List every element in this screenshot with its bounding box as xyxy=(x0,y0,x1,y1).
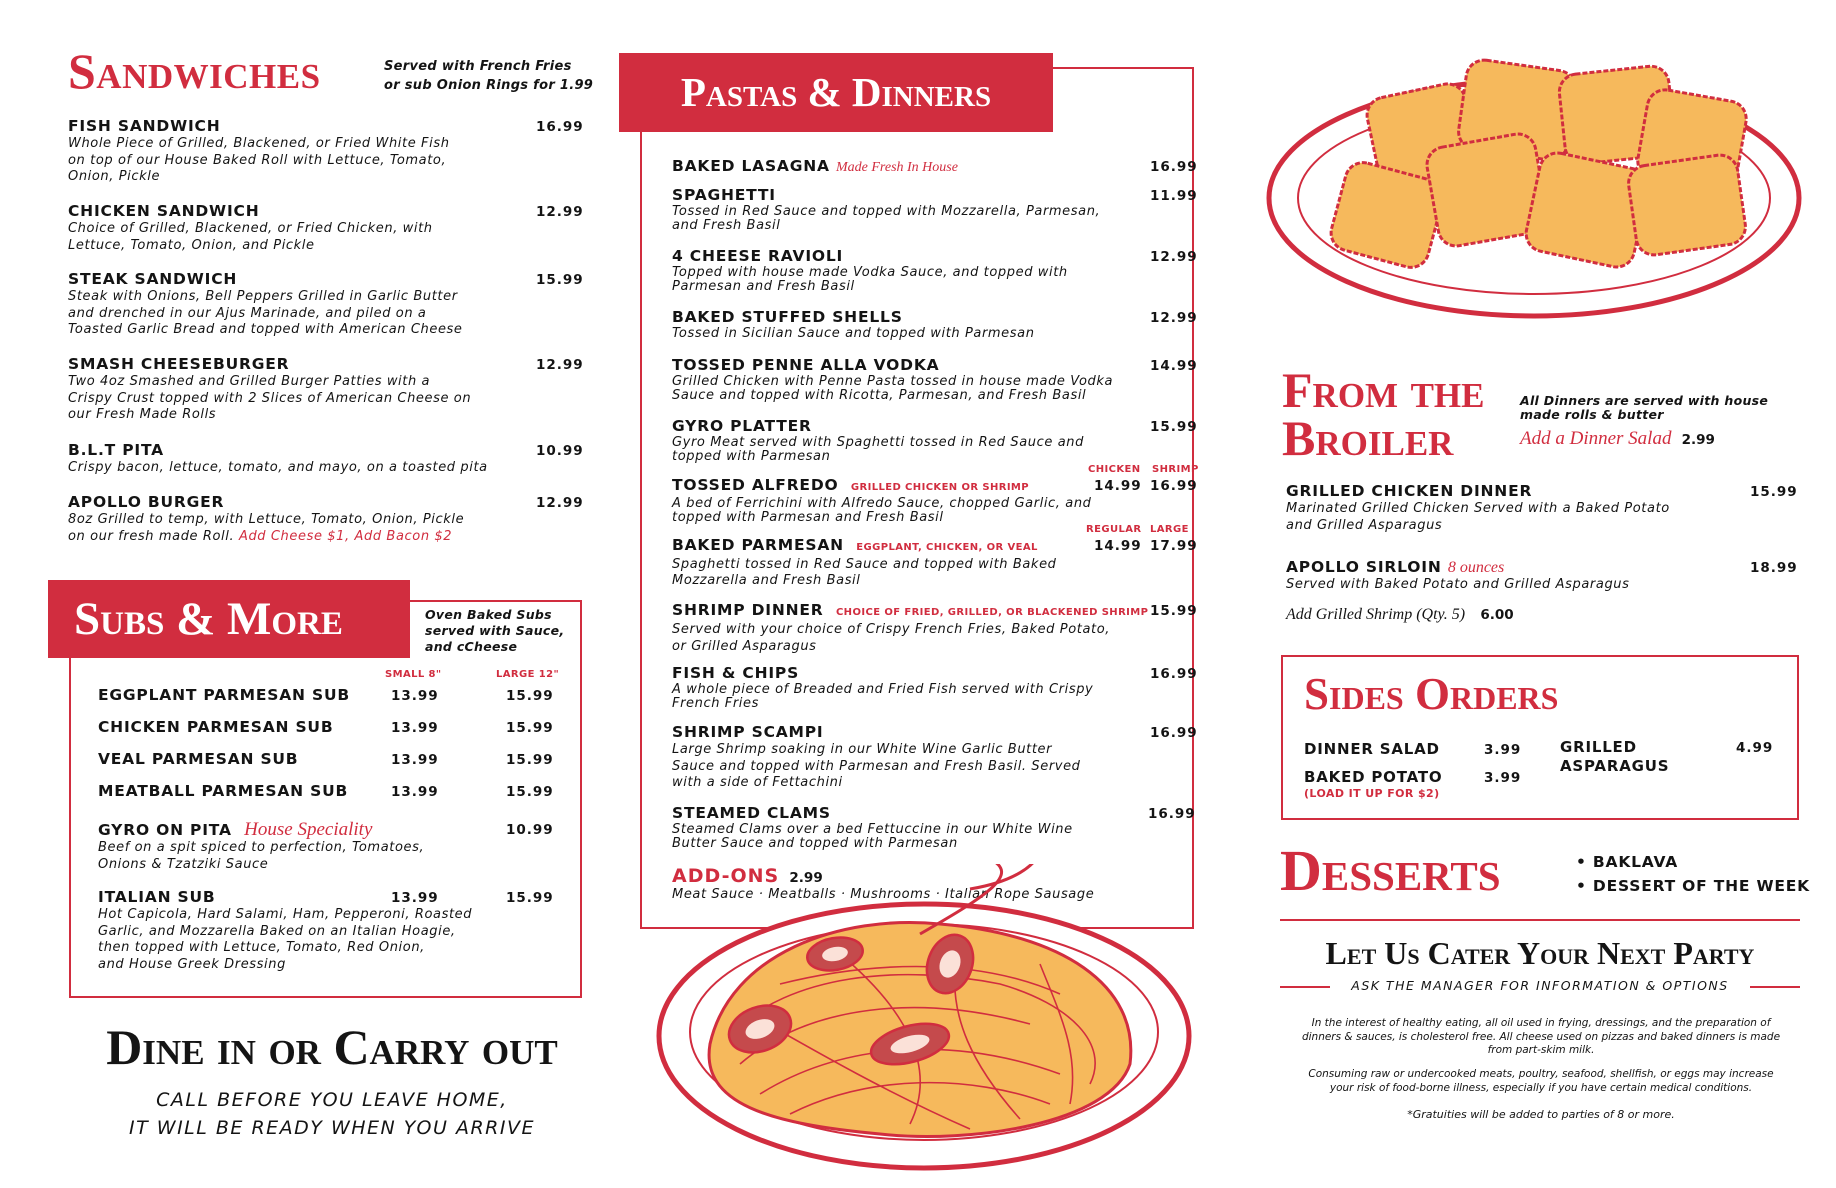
desserts-title: Desserts xyxy=(1280,838,1501,903)
item-desc: Served with your choice of Crispy French Fries, Baked Potato, xyxy=(672,622,1111,637)
subs-note xyxy=(425,607,564,655)
item-name: CHICKEN PARMESAN SUB xyxy=(98,718,334,736)
item-desc: Crispy Crust topped with 2 Slices of American Cheese on xyxy=(68,390,472,406)
broiler-title-line: Broiler xyxy=(1282,410,1454,466)
sandwiches-note-line: or sub Onion Rings for 1.99 xyxy=(384,78,594,93)
item-price: 10.99 xyxy=(536,443,584,459)
footnote-line: from part-skim milk. xyxy=(1487,1044,1595,1056)
item-name: SPAGHETTI xyxy=(672,186,776,204)
item-price: 3.99 xyxy=(1484,742,1522,758)
item-name: VEAL PARMESAN SUB xyxy=(98,750,299,768)
dessert-item: • DESSERT OF THE WEEK xyxy=(1576,877,1810,895)
item-desc: Choice of Grilled, Blackened, or Fried Chicken, with xyxy=(68,221,433,236)
footnote-cholesterol xyxy=(1276,1017,1806,1058)
item-name: GRILLED CHICKEN DINNER xyxy=(1286,482,1533,500)
menu-item xyxy=(68,493,588,545)
footnote-line: dinners & sauces, is cholesterol free. All cheese used on pizzas and baked dinners is made xyxy=(1301,1030,1781,1043)
item-name: SMASH CHEESEBURGER xyxy=(68,355,290,373)
item-addon-text: Add Cheese $1, Add Bacon $2 xyxy=(238,528,453,544)
item-price-large: 15.99 xyxy=(506,688,554,704)
broiler-note-line: All Dinners are served with house xyxy=(1520,393,1769,408)
subs-note-line: served with Sauce, xyxy=(425,623,565,638)
item-desc: Steamed Clams over a bed Fettuccine in our White Wine xyxy=(672,822,1073,837)
item-price-large: 15.99 xyxy=(506,890,554,906)
sub-row xyxy=(98,782,558,801)
item-price-large: 15.99 xyxy=(506,752,554,768)
item-price-shrimp: 16.99 xyxy=(1150,478,1198,494)
menu-item xyxy=(68,355,588,424)
divider xyxy=(1280,919,1800,921)
item-name: SHRIMP SCAMPI xyxy=(672,723,824,741)
item-desc: Tossed in Sicilian Sauce and topped with Parmesan xyxy=(672,326,1035,341)
item-desc: or Grilled Asparagus xyxy=(672,638,817,654)
sub-row xyxy=(98,888,558,973)
item-desc: Beef on a spit spiced to perfection, Tomatoes, xyxy=(98,840,425,855)
item-price: 12.99 xyxy=(1150,249,1198,265)
item-desc: Served with Baked Potato and Grilled Asparagus xyxy=(1286,577,1630,592)
item-price: 12.99 xyxy=(536,495,584,511)
item-desc: A whole piece of Breaded and Fried Fish served with Crispy xyxy=(672,682,1094,697)
shrimp-label: Add Grilled Shrimp (Qty. 5) xyxy=(1286,606,1466,623)
menu-item xyxy=(672,804,1196,851)
item-price: 14.99 xyxy=(1150,358,1198,374)
item-desc: Hot Capicola, Hard Salami, Ham, Pepperoni, Roasted xyxy=(98,907,473,922)
item-name: APOLLO BURGER xyxy=(68,493,225,511)
item-name: STEAK SANDWICH xyxy=(68,270,238,288)
col-chicken-header: CHICKEN xyxy=(1088,464,1141,475)
item-desc: then topped with Lettuce, Tomato, Red Onion, xyxy=(98,940,425,955)
item-desc: Sauce and topped with Parmesan and Fresh Basil. Served xyxy=(672,758,1081,774)
item-name: CHICKEN SANDWICH xyxy=(68,202,260,220)
item-desc: Topped with house made Vodka Sauce, and topped with xyxy=(672,265,1068,280)
item-desc: and Grilled Asparagus xyxy=(1286,517,1443,533)
item-name: STEAMED CLAMS xyxy=(672,804,831,822)
item-desc: Lettuce, Tomato, Onion, and Pickle xyxy=(68,237,315,253)
item-tag: EGGPLANT, CHICKEN, OR VEAL xyxy=(856,542,1038,553)
item-desc: Onion, Pickle xyxy=(68,169,161,184)
sub-row xyxy=(98,718,558,737)
shrimp-addon xyxy=(1286,604,1514,624)
menu-item xyxy=(1286,558,1806,594)
item-tag: House Speciality xyxy=(244,819,373,840)
item-price: 4.99 xyxy=(1736,740,1774,756)
sub-row xyxy=(98,686,558,705)
col-regular-header: REGULAR xyxy=(1086,524,1142,535)
item-desc: Mozzarella and Fresh Basil xyxy=(672,573,861,588)
item-desc xyxy=(68,529,588,546)
item-price-small: 13.99 xyxy=(391,890,439,906)
menu-item xyxy=(672,476,1198,525)
item-name: 4 CHEESE RAVIOLI xyxy=(672,247,844,265)
item-desc: and Fresh Basil xyxy=(672,218,781,233)
menu-item xyxy=(672,723,1198,792)
item-price-small: 13.99 xyxy=(391,752,439,768)
menu-item xyxy=(672,157,1198,177)
item-price: 12.99 xyxy=(536,357,584,373)
item-price: 10.99 xyxy=(506,822,554,838)
item-desc: Gyro Meat served with Spaghetti tossed in Red Sauce and xyxy=(672,435,1084,450)
item-name: FISH SANDWICH xyxy=(68,117,221,135)
item-desc: and House Greek Dressing xyxy=(98,956,286,972)
item-desc: Butter Sauce and topped with Parmesan xyxy=(672,836,958,851)
menu-item xyxy=(68,202,588,254)
cater-subtitle: ASK THE MANAGER FOR INFORMATION & OPTIONS xyxy=(1330,978,1750,993)
item-price-large: 15.99 xyxy=(506,784,554,800)
item-desc: A bed of Ferrichini with Alfredo Sauce, chopped Garlic, and xyxy=(672,496,1092,511)
item-desc: Large Shrimp soaking in our White Wine Garlic Butter xyxy=(672,742,1053,757)
item-name: SHRIMP DINNER xyxy=(672,601,824,619)
item-price: 12.99 xyxy=(1150,310,1198,326)
dessert-item: • BAKLAVA xyxy=(1576,853,1679,871)
addons-list: Meat Sauce · Meatballs · Mushrooms · Italian Rope Sausage xyxy=(672,887,1095,902)
item-price-small: 13.99 xyxy=(391,720,439,736)
subs-title: Subs & More xyxy=(48,580,410,658)
item-price: 12.99 xyxy=(536,204,584,220)
item-price: 15.99 xyxy=(1150,603,1198,619)
sub-row xyxy=(98,820,558,873)
item-tag: 8 ounces xyxy=(1447,559,1505,576)
menu-item xyxy=(672,186,1198,233)
menu-item xyxy=(672,247,1198,294)
broiler-note-line: made rolls & butter xyxy=(1520,407,1664,422)
item-name: GYRO ON PITA xyxy=(98,821,232,839)
item-name: TOSSED ALFREDO xyxy=(672,476,839,494)
subs-note-line: Oven Baked Subs xyxy=(425,607,552,622)
dine-title: Dine in or Carry out xyxy=(106,1019,558,1075)
sandwiches-title: Sandwiches xyxy=(68,43,321,99)
item-name: BAKED STUFFED SHELLS xyxy=(672,308,903,326)
item-price-small: 13.99 xyxy=(391,688,439,704)
item-desc: Steak with Onions, Bell Peppers Grilled in Garlic Butter xyxy=(68,289,458,304)
item-price-large: 15.99 xyxy=(506,720,554,736)
item-desc: with a side of Fettachini xyxy=(672,775,843,790)
item-desc: Garlic, and Mozzarella Baked on an Italian Hoagie, xyxy=(98,923,456,939)
item-desc: French Fries xyxy=(672,696,759,711)
menu-item xyxy=(68,117,588,186)
item-desc: Parmesan and Fresh Basil xyxy=(672,279,855,294)
shrimp-price: 6.00 xyxy=(1480,607,1514,623)
ravioli-illustration xyxy=(1262,50,1812,330)
item-price: 3.99 xyxy=(1484,770,1522,786)
menu-item xyxy=(672,664,1198,711)
menu-item xyxy=(672,601,1198,655)
item-name: APOLLO SIRLOIN xyxy=(1286,558,1442,576)
item-name: BAKED PARMESAN xyxy=(672,536,844,554)
item-desc: Two 4oz Smashed and Grilled Burger Patties with a xyxy=(68,374,431,389)
item-tag: Made Fresh In House xyxy=(836,160,958,175)
item-name: FISH & CHIPS xyxy=(672,664,800,682)
sub-row xyxy=(98,750,558,769)
addons-price: 2.99 xyxy=(789,870,823,886)
item-name: EGGPLANT PARMESAN SUB xyxy=(98,686,350,704)
item-desc: Sauce and topped with Ricotta, Parmesan, and Fresh Basil xyxy=(672,388,1087,403)
cater-title: Let Us Cater Your Next Party xyxy=(1325,935,1755,971)
dine-line: IT WILL BE READY WHEN YOU ARRIVE xyxy=(129,1117,535,1139)
side-item xyxy=(1304,740,1522,759)
item-desc: Onions & Tzatziki Sauce xyxy=(98,856,269,872)
broiler-title-line: From the xyxy=(1282,362,1485,418)
addons-title: ADD-ONS xyxy=(672,865,780,887)
item-price: 16.99 xyxy=(1150,725,1198,741)
footnote-gratuity: *Gratuities will be added to parties of 8 or more. xyxy=(1407,1108,1675,1121)
item-name: MEATBALL PARMESAN SUB xyxy=(98,782,349,800)
item-price: 15.99 xyxy=(1150,419,1198,435)
menu-item xyxy=(672,356,1198,403)
dinner-salad-addon xyxy=(1520,428,1715,450)
item-price: 18.99 xyxy=(1750,560,1798,576)
item-desc: Toasted Garlic Bread and topped with American Cheese xyxy=(68,322,463,337)
item-name: TOSSED PENNE ALLA VODKA xyxy=(672,356,940,374)
item-price: 15.99 xyxy=(1750,484,1798,500)
item-price: 16.99 xyxy=(1150,159,1198,175)
item-desc: 8oz Grilled to temp, with Lettuce, Tomato, Onion, Pickle xyxy=(68,512,465,527)
item-name: DINNER SALAD xyxy=(1304,740,1440,758)
menu-item xyxy=(68,441,588,477)
item-sub: (LOAD IT UP FOR $2) xyxy=(1304,787,1440,800)
col-shrimp-header: SHRIMP xyxy=(1152,464,1199,475)
col-large-header: LARGE xyxy=(1150,524,1189,535)
subs-note-line: and cCheese xyxy=(425,639,518,654)
item-name: BAKED POTATO xyxy=(1304,768,1443,786)
item-price: 11.99 xyxy=(1150,188,1198,204)
side-item xyxy=(1304,768,1522,800)
item-price-large: 17.99 xyxy=(1150,538,1198,554)
item-desc: topped with Parmesan and Fresh Basil xyxy=(672,510,944,525)
item-price: 16.99 xyxy=(536,119,584,135)
pastas-title: Pastas & Dinners xyxy=(619,53,1053,132)
desserts-list xyxy=(1576,850,1810,898)
item-name: ASPARAGUS xyxy=(1560,757,1670,775)
item-tag: GRILLED CHICKEN OR SHRIMP xyxy=(850,482,1030,493)
item-name: ITALIAN SUB xyxy=(98,888,216,906)
sandwiches-note xyxy=(384,57,593,95)
item-desc: Crispy bacon, lettuce, tomato, and mayo, on a toasted pita xyxy=(68,460,488,475)
menu-item xyxy=(672,308,1198,341)
dine-line: CALL BEFORE YOU LEAVE HOME, xyxy=(156,1089,508,1111)
item-tag: CHOICE OF FRIED, GRILLED, OR BLACKENED SHRIMP xyxy=(835,607,1149,618)
item-desc: Whole Piece of Grilled, Blackened, or Fried White Fish xyxy=(68,136,450,151)
menu-item xyxy=(672,536,1198,589)
spaghetti-illustration xyxy=(640,864,1220,1184)
salad-label: Add a Dinner Salad xyxy=(1520,428,1672,449)
col-large-header: LARGE 12" xyxy=(496,669,560,680)
broiler-note xyxy=(1520,394,1768,422)
item-name: GYRO PLATTER xyxy=(672,417,812,435)
footnote-line: In the interest of healthy eating, all oil used in frying, dressings, and the preparation of xyxy=(1311,1017,1771,1029)
item-price: 16.99 xyxy=(1148,806,1196,822)
item-name: BAKED LASAGNA xyxy=(672,157,830,175)
item-desc: and drenched in our Ajus Marinade, and piled on a xyxy=(68,305,427,321)
sandwiches-note-line: Served with French Fries xyxy=(384,59,572,74)
sides-title: Sides Orders xyxy=(1304,669,1559,719)
menu-item xyxy=(672,417,1198,464)
menu-item xyxy=(68,270,588,339)
broiler-title xyxy=(1282,362,1485,466)
footnote-line: your risk of food-borne illness, especially if you have certain medical conditions. xyxy=(1329,1081,1753,1094)
item-desc: our Fresh Made Rolls xyxy=(68,407,217,422)
item-desc: topped with Parmesan xyxy=(672,449,831,464)
item-price-small: 13.99 xyxy=(391,784,439,800)
item-price: 16.99 xyxy=(1150,666,1198,682)
salad-price: 2.99 xyxy=(1681,432,1715,448)
item-name: GRILLED xyxy=(1560,738,1637,756)
item-desc-text: on our fresh made Roll. xyxy=(68,528,235,544)
item-price-regular: 14.99 xyxy=(1094,538,1142,554)
item-desc: Marinated Grilled Chicken Served with a Baked Potato xyxy=(1286,501,1670,516)
item-price-chicken: 14.99 xyxy=(1094,478,1142,494)
footnote-line: Consuming raw or undercooked meats, poultry, seafood, shellfish, or eggs may increase xyxy=(1308,1068,1774,1080)
item-desc: Grilled Chicken with Penne Pasta tossed in house made Vodka xyxy=(672,374,1114,389)
menu-item xyxy=(1286,482,1806,534)
item-price: 15.99 xyxy=(536,272,584,288)
item-desc: on top of our House Baked Roll with Lettuce, Tomato, xyxy=(68,152,447,168)
item-desc: Tossed in Red Sauce and topped with Mozzarella, Parmesan, xyxy=(672,204,1101,219)
dine-subtitle xyxy=(72,1086,592,1142)
footnote-raw xyxy=(1276,1068,1806,1095)
col-small-header: SMALL 8" xyxy=(385,669,442,680)
side-item xyxy=(1560,738,1774,776)
item-desc: Spaghetti tossed in Red Sauce and topped with Baked xyxy=(672,557,1057,572)
item-name: B.L.T PITA xyxy=(68,441,164,459)
